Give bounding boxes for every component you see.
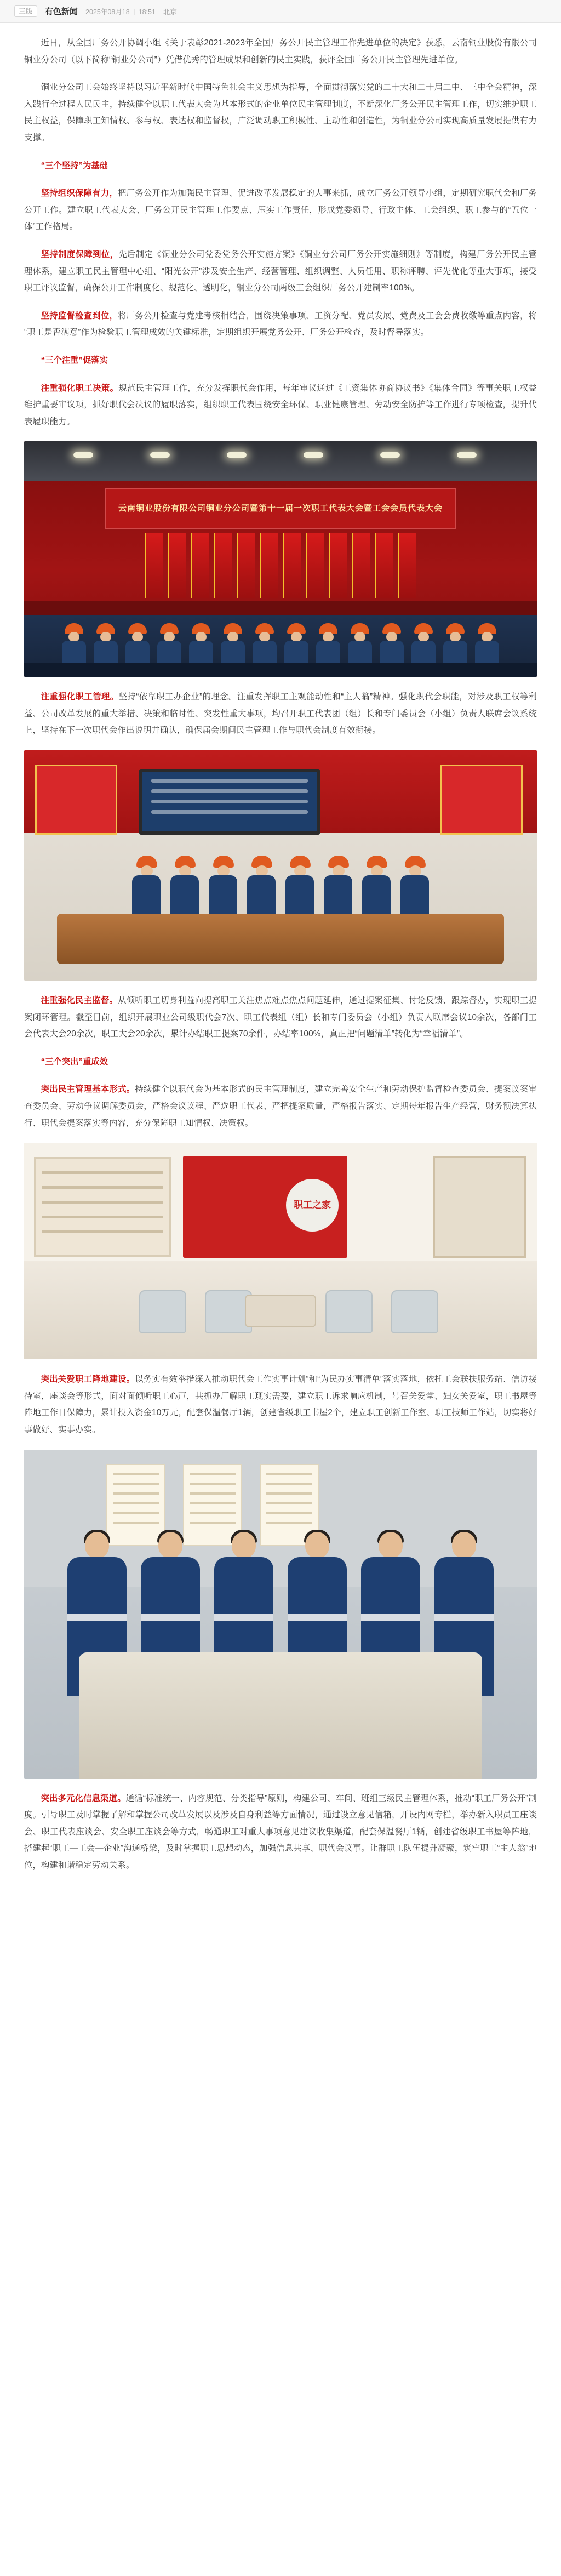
section-8-lead: 突出关爱职工降地建设。 — [41, 1375, 135, 1384]
paragraph-2: 铜业分公司工会始终坚持以习近平新时代中国特色社会主义思想为指导，全面贯彻落实党的二十大和二十届二中、三中全会精神，深入践行全过程人民民主，持续健全以职工代表大会为基本形式的企业单位民主管理制度，不断深化厂务公开民主管理工作，切实维护职工民主权益，保障职工知情权、参与权、表达权和监督权，广泛调动职工积极性、主动性和创造性，为铜业分公司实现高质量发展提供有力支撑。 — [24, 83, 537, 143]
section-6-lead: 注重强化民主监督。 — [41, 996, 118, 1006]
right-wall-panel — [440, 765, 523, 835]
audience-row — [24, 615, 537, 677]
figure-staff-home — [24, 1143, 537, 1359]
section-6-text: 从倾听职工切身利益向提高职工关注焦点难点焦点问题延伸，通过提案征集、讨论反馈、跟踪督办，实现职工提案闭环管理。截至目前，组织开展职业公司级职代会7次、职工代表组（组）长和专门委员会（小组）负责人联席会议10余次，各部门工会代表大会20余次，职工大会20余次，累计办结职工提案70余件，办结率100%，真正把“问题清单”转化为“幸福清单”。 — [24, 996, 537, 1039]
section-3-lead: 坚持监督检查到位， — [41, 311, 118, 321]
block-title-2 — [24, 352, 537, 369]
chair — [391, 1290, 438, 1333]
section-1-lead: 坚持组织保障有力， — [41, 189, 118, 198]
figure-meeting — [24, 750, 537, 981]
section-4-lead: 注重强化职工决策。 — [41, 383, 119, 393]
section-4-text: 规范民主管理工作，充分发挥职代会作用，每年审议通过《工资集体协商协议书》《集体合同》等事关职工权益维护重要审议项，抓好职代会决议的履职落实，组织职工代表围绕安全环保、职业健康管理、劳动安全防护等工作进行专项检查，提升代表履职能力。 — [24, 383, 537, 426]
section-2-lead: 坚持制度保障到位， — [41, 249, 119, 259]
work-table — [79, 1652, 482, 1779]
coffee-table — [245, 1295, 316, 1327]
section-3 — [24, 308, 537, 341]
paragraph-1: 近日，从全国厂务公开协调小组《关于表彰2021-2023年全国厂务公开民主管理工作先进单位的决定》获悉，云南铜业股份有限公司铜业分公司（以下简称“铜业分公司”）凭借优秀的管理成果和创新的民主实践，获评全国厂务公开民主管理先进单位。 — [24, 38, 537, 65]
section-8-text: 以务实有效举措深入推动职代会工作实事计划”和“为民办实事清单”落实落地，依托工会联扶服务站、信访接待室，座谈会等形式，面对面倾听职工心声，共抓办厂解职工现实需要，建立职工诉求响应机制，号召关爱堂、妇女关爱室，职工书屋等阵地工作日保障力，累计投入资金10万元，配套保温餐厅1辆，创建省级职工书屋2个，建立职工创新工作室、职工技师工作站，切实将好事做好、实事办实。 — [24, 1375, 537, 1434]
left-wall-panel — [35, 765, 117, 835]
display-rack-right — [433, 1156, 526, 1258]
section-9-lead: 突出多元化信息渠道。 — [41, 1793, 126, 1803]
block-title-1-text: “三个坚持”为基础 — [41, 161, 108, 170]
chair — [325, 1290, 373, 1333]
stage-banner-text: 云南铜业股份有限公司铜业分公司暨第十一届一次职工代表大会暨工会会员代表大会 — [118, 504, 443, 514]
flag-row — [24, 533, 537, 599]
photo-conference — [24, 441, 537, 677]
section-2-text: 先后制定《铜业分公司党委党务公开实施方案》《铜业分公司厂务公开实施细则》等制度，构建厂务公开民主管理体系，建立职工民主管理中心组、“阳光公开”涉及安全生产、经营管理、组织调整、人员任用、职称评聘、评先优化等重大事项，接受职工评议监督，确保公开工作制度化、规范化、透明化，铜业分公司两级工会组织厂务公开建制率100%。 — [24, 249, 537, 293]
section-2 — [24, 247, 537, 297]
section-9 — [24, 1791, 537, 1874]
section-5-lead: 注重强化职工管理。 — [41, 692, 119, 702]
red-feature-wall — [183, 1156, 347, 1258]
photo-workers — [24, 1450, 537, 1779]
page-header — [0, 0, 561, 23]
meeting-table — [57, 914, 504, 964]
ceiling — [24, 441, 537, 481]
section-9-text: 通循“标准统一、内容规范、分类指导”原则，构建公司、车间、班组三级民主管理体系，推动“职工厂务公开”制度。引导职工及时掌握了解和掌握公司改革发展以及涉及自身利益等方面情况，通过设立意见信箱，开设内网专栏，举办新入职员工座谈会、职工代表座谈会、安全职工座谈会等方式，畅通职工对重大事项意见建议收集渠道，配套保温餐厅1辆，创建省级职工书屋等阵地，搭建起“职工—工会—企业”沟通桥梁，及时掌握职工思想动态，加强信息共享、职代会议事。让群职工队伍提升凝聚，筑牢职工“主人翁”地位，构建和谐稳定劳动关系。 — [24, 1793, 537, 1870]
section-7-text: 持续健全以职代会为基本形式的民主管理制度，建立完善安全生产和劳动保护监督检查委员会、提案议案审查委员会、劳动争议调解委员会，严格会议议程、严选职工代表、严把提案质量，严格报告落实、定期每年报告生产经营，财务预决算执行、职代会提案落实等内容，充分保障职工知情权、决策权。 — [24, 1085, 537, 1128]
projection-screen — [139, 769, 320, 835]
bookshelf-left — [34, 1157, 171, 1257]
meeting-attendees — [24, 850, 537, 921]
section-7-lead: 突出民主管理基本形式。 — [41, 1085, 135, 1095]
section-3-text: 将厂务公开检查与党建考核相结合，围绕决策事项、工资分配、党员发展、党费及工会会费收缴等重点内容，将“职工是否满意”作为检验职工管理成效的关键标准，定期组织开展党务公开、厂务公开检查，及时督导落实。 — [24, 311, 537, 338]
section-4 — [24, 380, 537, 431]
photo-staff-home — [24, 1143, 537, 1359]
publish-datetime: 2025年08月18日 18:51 — [85, 8, 156, 16]
section-7 — [24, 1081, 537, 1132]
figure-workers — [24, 1450, 537, 1779]
figure-conference — [24, 441, 537, 677]
stage-banner — [105, 488, 456, 529]
section-1-text: 把厂务公开作为加强民主管理、促进改革发展稳定的大事来抓，成立厂务公开领导小组，定期研究职代会和厂务公开工作。建立职工代表大会、厂务公开民主管理工作要点、压实工作责任，形成党委领导、行政主体、工会组织、职工参与的“五位一体”工作格局。 — [24, 189, 537, 232]
site-name[interactable]: 有色新闻 — [45, 7, 78, 16]
section-1 — [24, 185, 537, 236]
chair — [139, 1290, 186, 1333]
section-6 — [24, 993, 537, 1043]
section-5-text: 坚持“依靠职工办企业”的理念。注重发挥职工主观能动性和“主人翁”精神。强化职代会职能，对涉及职工权等利益、公司改革发展的重大举措、决策和临时性、突发性重大事项，均召开职工代表团（组）长和专门委员会（小组）负责人联席会议系统上，坚持在下一次职代会作出说明并确认，确保届会期间民主管理工作与职代会制度有效衔接。 — [24, 692, 537, 736]
edition-tag: 三版 — [14, 5, 37, 18]
block-title-3 — [24, 1054, 537, 1071]
publish-location: 北京 — [163, 8, 177, 16]
article-body — [0, 23, 561, 1918]
section-5 — [24, 689, 537, 739]
section-8 — [24, 1371, 537, 1438]
block-title-3-text: “三个突出”重成效 — [41, 1057, 108, 1067]
photo-meeting — [24, 750, 537, 981]
block-title-2-text: “三个注重”促落实 — [41, 355, 108, 365]
block-title-1 — [24, 158, 537, 175]
staff-home-badge: 职工之家 — [286, 1179, 339, 1232]
